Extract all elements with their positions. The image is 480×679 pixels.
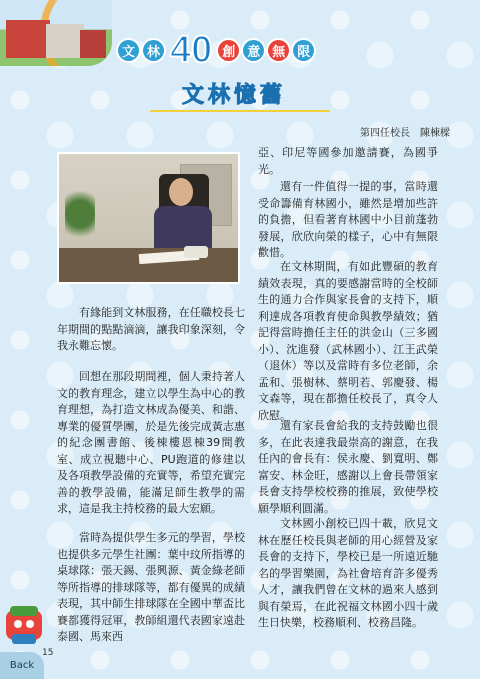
paragraph: 回想在那段期間裡，個人秉持著人文的教育理念，建立以學生為中心的教育理想，為打造文林成為優美、和諧、專業的優質學團，於是先後完成黃志惠的紀念團書館、後棟樓恩棟39間教室、成立視聽中心、PU跑道的修建以及各項教學設備的充實等，希望充實完善的教學設備，能滿足師生教學的需求，這是我主持校務的最大宏願。 [57, 370, 245, 515]
banner-char: 文 [118, 40, 139, 61]
title-underline [150, 110, 330, 112]
back-button[interactable]: Back [0, 652, 44, 679]
paragraph: 還有家長會給我的支持鼓勵也很多，在此表達我最崇高的謝意，在我任內的會長有：侯永慶、劉寬明、鄭富安、林金旺，感謝以上會長帶領家長會支持學校校務的推展，致使學校願學順利圓滿。 [258, 419, 438, 515]
mascot-eye [14, 620, 22, 628]
banner-char: 創 [218, 40, 239, 61]
paragraph: 當時為提供學生多元的學習，學校也提供多元學生社團：葉中玟所指導的桌球隊：張天錫、張興源、黃金綠老師等所指導的排球隊等，都有優異的成績表現，其中師生排球隊在全國中華盃比賽都獲得冠軍，教師組還代表國家遠赴泰國、馬來西 [57, 531, 245, 643]
paragraph: 還有一件值得一提的事，當時還受命籌備育林國小，雖然是增加些許的負擔，但看著育林國中小目前蓬勃發展，欣欣向榮的樣子，心中有無限歡惜。 [258, 180, 438, 259]
paragraph: 有緣能到文林服務，在任職校長七年期間的點點滴滴，讓我印象深刻，令我永難忘懷。 [57, 306, 245, 352]
banner-char: 意 [243, 40, 264, 61]
anniversary-banner [118, 29, 318, 71]
school-building-image [0, 0, 112, 66]
page-title: 文林憶舊 [182, 82, 287, 107]
mascot-base [12, 634, 36, 644]
paragraph: 在文林期間，有如此豐碩的教育績效表現，真的要感謝當時的全校師生的通力合作與家長會的支持下，順利達成各項教育使命與教學績效；猶記得當時擔任主任的洪金山（三多國小）、沈進發（武林國小）、江王武榮（退休）等以及當時有多位老師，余孟和、張樹林、蔡明若、郭慶發、楊文森等，現在都擔任校長了，真令人欣慰。 [258, 260, 438, 422]
principal-photo [57, 152, 240, 284]
paragraph: 亞、印尼等國參加邀請賽，為國爭光。 [258, 146, 438, 176]
banner-char: 限 [293, 40, 314, 61]
paragraph: 文林國小創校已四十載，欣見文林在歷任校長與老師的用心經營及家長會的支持下，學校已是一所遠近馳名的學習樂園，為社會培育許多優秀人才，讓我們曾在文林的過來人感到與有榮焉，在此祝福文林國小四十歲生日快樂，校務順利、校務昌隆。 [258, 517, 438, 629]
banner-number: 40 [170, 29, 213, 71]
building-block [80, 30, 106, 58]
plant [65, 184, 95, 244]
building-block [46, 24, 84, 58]
mascot-icon [4, 604, 44, 648]
page-number: 15 [42, 648, 54, 658]
author-byline: 第四任校長 陳棟樑 [360, 128, 450, 139]
banner-char: 無 [268, 40, 289, 61]
person-head [169, 178, 193, 206]
banner-char: 林 [143, 40, 164, 61]
telephone [184, 246, 208, 258]
building-block [6, 20, 50, 58]
header [0, 0, 480, 125]
mascot-eye [26, 620, 34, 628]
mascot-hat [10, 606, 38, 616]
